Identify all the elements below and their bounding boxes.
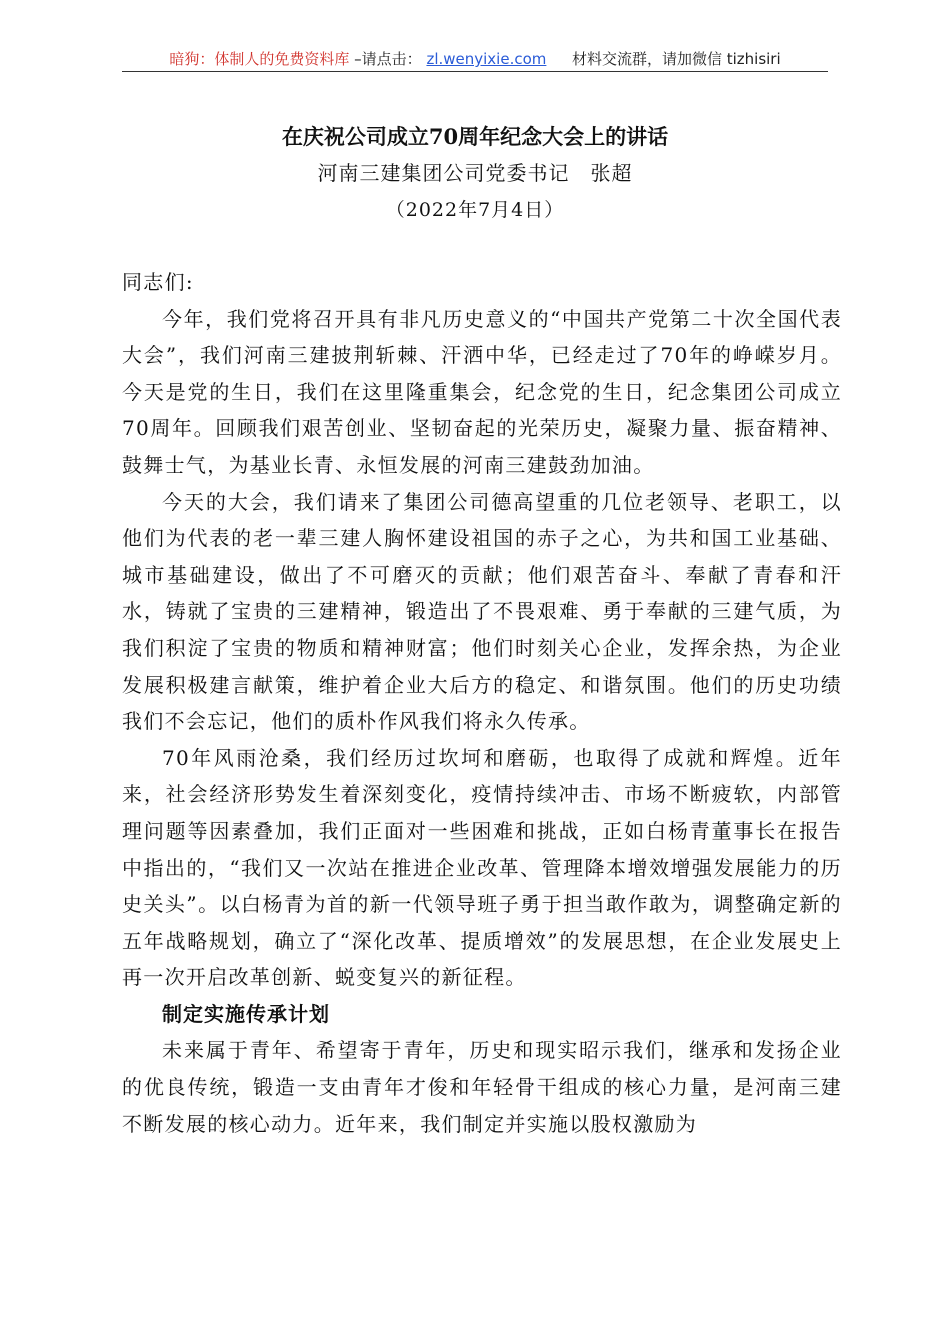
- document-title: 在庆祝公司成立70周年纪念大会上的讲话: [281, 124, 669, 149]
- paragraph-2: 今天的大会，我们请来了集团公司德高望重的几位老领导、老职工，以他们为代表的老一辈三建人胸怀建设祖国的赤子之心，为共和国工业基础、城市基础建设，做出了不可磨灭的贡献；他们艰苦奋斗、奉献了青春和汗水，铸就了宝贵的三建精神，锻造出了不畏艰难、勇于奉献的三建气质，为我们积淀了宝贵的物质和精神财富；他们时刻关心企业，发挥余热，为企业发展积极建言献策，维护着企业大后方的稳定、和谐氛围。他们的历史功绩我们不会忘记，他们的质朴作风我们将永久传承。: [122, 489, 842, 734]
- section-heading: 制定实施传承计划: [162, 1001, 330, 1026]
- document-body: [122, 264, 842, 1142]
- salutation: 同志们:: [122, 270, 194, 294]
- header-divider: [122, 71, 828, 72]
- header-prompt: –请点击：: [354, 50, 422, 68]
- header-contact: 材料交流群，请加微信 tizhisiri: [571, 50, 781, 68]
- document-byline: 河南三建集团公司党委书记 张超: [317, 161, 633, 185]
- section-paragraph: 未来属于青年、希望寄于青年，历史和现实昭示我们，继承和发扬企业的优良传统，锻造一支由青年才俊和年轻骨干组成的核心力量，是河南三建不断发展的核心动力。近年来，我们制定并实施以股权激励为: [122, 1038, 842, 1136]
- document-date: （2022年7月4日）: [385, 199, 565, 221]
- paragraph-1: 今年，我们党将召开具有非凡历史意义的“中国共产党第二十次全国代表大会”，我们河南三建披荆斩棘、汗洒中华，已经走过了70年的峥嵘岁月。今天是党的生日，我们在这里隆重集会，纪念党的生日，纪念集团公司成立70周年。回顾我们艰苦创业、坚韧奋起的光荣历史，凝聚力量、振奋精神、鼓舞士气，为基业长青、永恒发展的河南三建鼓劲加油。: [122, 306, 842, 477]
- header-brand: 暗狗：体制人的免费资料库: [169, 50, 350, 68]
- header-link[interactable]: zl.wenyixie.com: [426, 50, 547, 68]
- paragraph-3: 70年风雨沧桑，我们经历过坎坷和磨砺，也取得了成就和辉煌。近年来，社会经济形势发生着深刻变化，疫情持续冲击、市场不断疲软，内部管理问题等因素叠加，我们正面对一些困难和挑战，正如白杨青董事长在报告中指出的，“我们又一次站在推进企业改革、管理降本增效增强发展能力的历史关头”。以白杨青为首的新一代领导班子勇于担当敢作敢为，调整确定新的五年战略规划，确立了“深化改革、提质增效”的发展思想，在企业发展史上再一次开启改革创新、蜕变复兴的新征程。: [122, 745, 842, 990]
- page-header: [122, 48, 828, 70]
